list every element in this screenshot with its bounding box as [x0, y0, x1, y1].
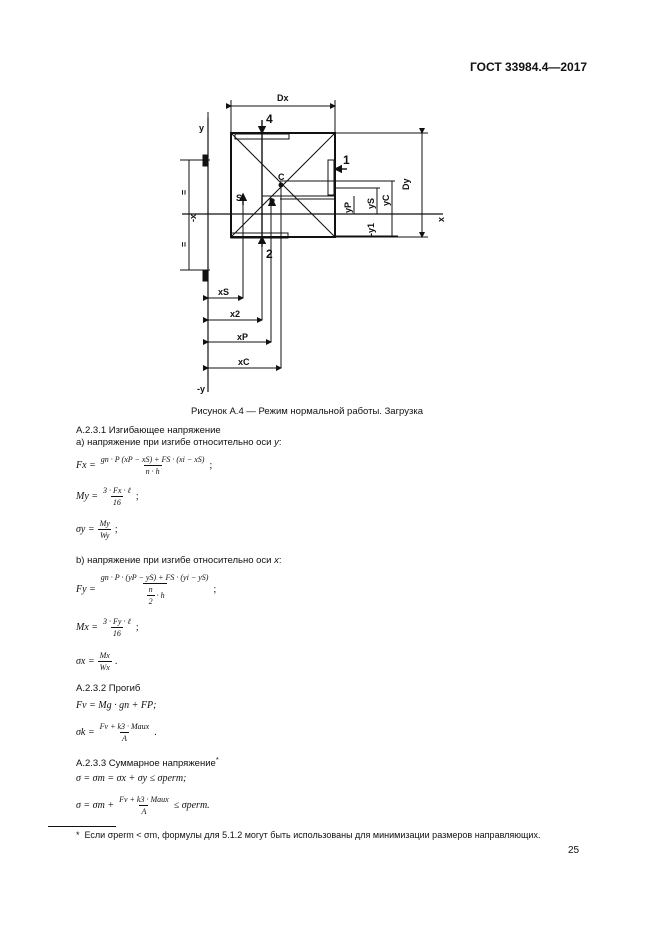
- figure-caption: Рисунок А.4 — Режим нормальной работы. Загрузка: [191, 406, 423, 417]
- svg-text:x2: x2: [230, 309, 241, 319]
- svg-text:S: S: [236, 193, 243, 203]
- svg-text:P: P: [269, 197, 276, 207]
- paragraph: b) напряжение при изгибе относительно оси x:: [76, 555, 282, 566]
- svg-text:y: y: [199, 123, 205, 133]
- svg-text:yP: yP: [343, 201, 353, 213]
- svg-text:xS: xS: [218, 287, 230, 297]
- formula-sigma-total-2: σ = σm + $\frac{\text{Fv + k3 · Maux}}{A}$ ≤ σperm.: [76, 795, 210, 816]
- svg-text:C: C: [278, 172, 285, 182]
- formula-sigma-total: σ = σm = σx + σy ≤ σperm;: [76, 773, 187, 784]
- loading-diagram: [160, 85, 460, 405]
- svg-text:-y: -y: [197, 384, 206, 394]
- page-number: 25: [568, 845, 580, 856]
- svg-text:-y1: -y1: [366, 222, 376, 236]
- svg-text:x: x: [436, 216, 446, 222]
- svg-text:-x: -x: [188, 213, 198, 222]
- section-heading: А.2.3.2 Прогиб: [76, 683, 141, 694]
- formula-fx: Fx = $\frac{gn \cdot P (xP - xS) + FS \cdot (xi - xS)}{n \cdot h}$ ;: [76, 455, 213, 476]
- svg-text:=: =: [179, 189, 189, 195]
- svg-text:yC: yC: [381, 194, 391, 206]
- formula-sigma-k: σk = $\frac{\text{Fv + k3 · Maux}}{A}$ .: [76, 722, 157, 743]
- formula-fy: Fy = gn · P · (yP − yS) + FS · (yi − yS) $\frac{n}{2}$ · h ;: [76, 573, 217, 606]
- formula-my: My = $\frac{\text{3 · Fx · ℓ}}{16}$ ;: [76, 486, 139, 507]
- svg-text:2: 2: [266, 247, 273, 261]
- footnote: * Если σperm < σm, формулы для 5.1.2 могут быть использованы для минимизации размеров направляющих.: [76, 830, 541, 840]
- svg-text:xC: xC: [238, 357, 250, 367]
- footnote-divider: [48, 826, 116, 827]
- svg-text:1: 1: [343, 153, 350, 167]
- formula-fv: Fv = Mg · gn + FP;: [76, 700, 157, 711]
- section-heading: А.2.3.3 Суммарное напряжение*: [76, 755, 219, 770]
- svg-text:Dx: Dx: [277, 93, 289, 103]
- section-heading: А.2.3.1 Изгибающее напряжение: [76, 425, 221, 436]
- svg-text:4: 4: [266, 112, 273, 126]
- svg-text:Dy: Dy: [401, 178, 411, 190]
- formula-mx: Mx = $\frac{\text{3 · Fy · ℓ}}{16}$ ;: [76, 617, 139, 638]
- paragraph: а) напряжение при изгибе относительно оси y:: [76, 437, 282, 448]
- formula-sigma-x: σx = $\frac{Mx}{Wx}$ .: [76, 651, 118, 672]
- formula-sigma-y: σy = $\frac{My}{Wy}$ ;: [76, 519, 118, 540]
- svg-text:yS: yS: [366, 197, 376, 209]
- svg-text:xP: xP: [237, 332, 249, 342]
- svg-text:=: =: [179, 241, 189, 247]
- document-header: ГОСТ 33984.4—2017: [470, 60, 588, 74]
